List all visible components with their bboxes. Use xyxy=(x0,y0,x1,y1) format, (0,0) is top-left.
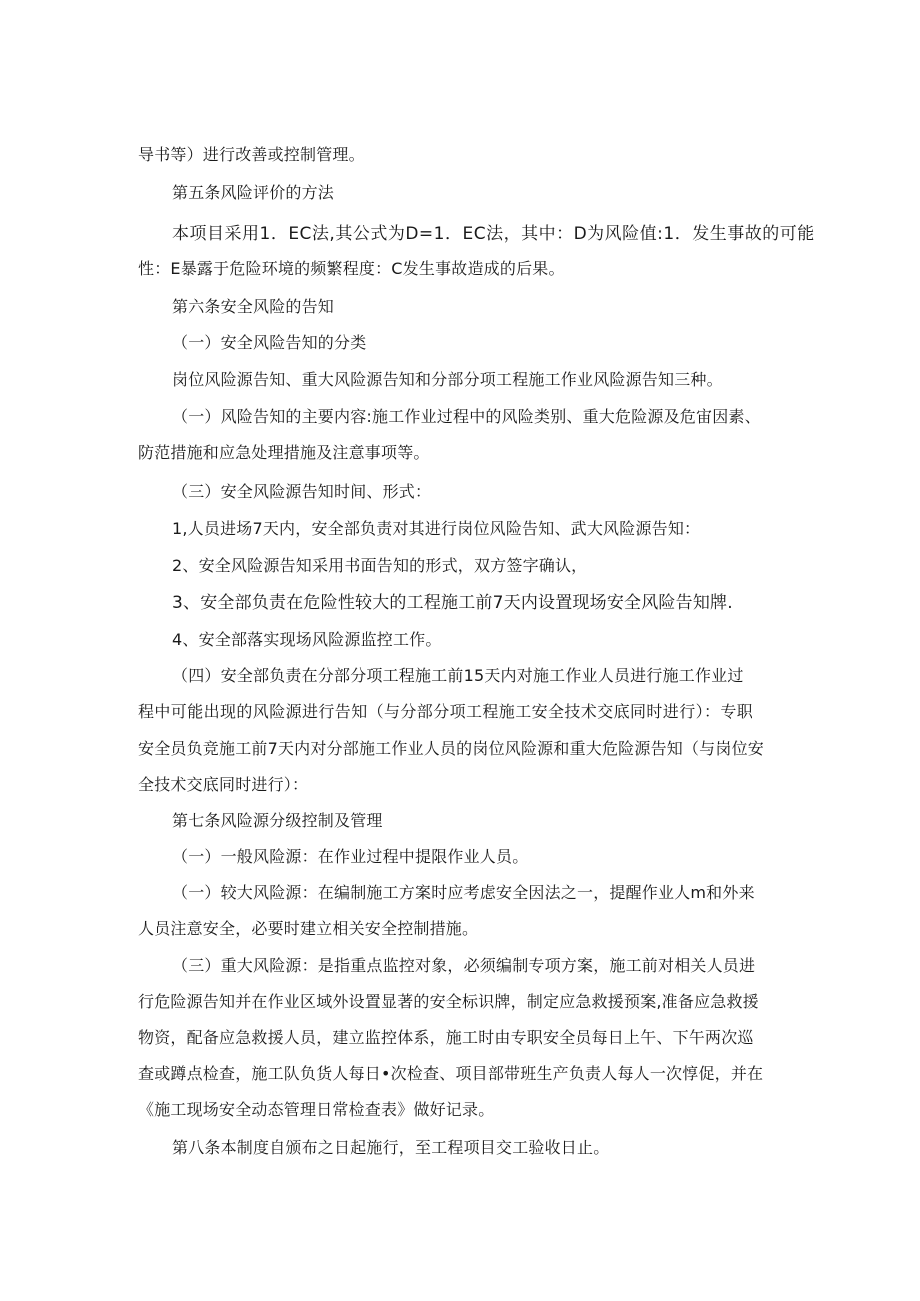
text-line: 安全员负竞施工前7天内对分部施工作业人员的岗位风险源和重大危险源告知（与岗位安 xyxy=(138,739,764,758)
text-line: （四）安全部负责在分部分项工程施工前15天内对施工作业人员进行施工作业过 xyxy=(172,666,744,685)
text-line: 全技术交底同时进行）： xyxy=(138,775,309,794)
text-line: 人员注意安全，必要时建立相关安全控制措施。 xyxy=(138,919,479,938)
text-line: 程中可能出现的风险源进行告知（与分部分项工程施工安全技术交底同时进行）：专职 xyxy=(138,702,754,721)
section-heading: 第八条本制度自颁布之日起施行，至工程项目交工验收日止。 xyxy=(172,1138,610,1157)
section-heading: 第五条风险评价的方法 xyxy=(172,183,335,202)
text-line: 导书等）进行改善或控制管理。 xyxy=(138,145,365,164)
text-line: 《施工现场安全动态管理日常检查表》做好记录。 xyxy=(138,1100,495,1119)
text-line: （一）安全风险告知的分类 xyxy=(172,333,367,352)
text-line: （一）较大风险源：在编制施工方案时应考虑安全因法之一，提醒作业人m和外来 xyxy=(172,883,755,902)
section-heading: 第七条风险源分级控制及管理 xyxy=(172,811,383,830)
text-line: 岗位风险源告知、重大风险源告知和分部分项工程施工作业风险源告知三种。 xyxy=(172,370,723,389)
text-line: （三）重大风险源：是指重点监控对象，必须编制专项方案，施工前对相关人员进 xyxy=(172,956,756,975)
text-line: （一）风险告知的主要内容:施工作业过程中的风险类别、重大危险源及危宙因素、 xyxy=(172,407,761,426)
text-line: 1,人员进场7天内，安全部负责对其进行岗位风险告知、武大风险源告知： xyxy=(172,519,701,538)
text-line: 行危险源告知并在作业区域外设置显著的安全标识牌，制定应急救援预案,准备应急救援 xyxy=(138,992,759,1011)
text-line: 2、安全风险源告知采用书面告知的形式，双方签字确认， xyxy=(172,556,588,575)
text-line: 3、安全部负责在危险性较大的工程施工前7天内设置现场安全风险告知牌. xyxy=(172,593,733,613)
section-heading: 第六条安全风险的告知 xyxy=(172,297,335,316)
text-line: 防范措施和应急处理措施及注意事项等。 xyxy=(138,443,430,462)
text-line: （三）安全风险源告知时间、形式： xyxy=(172,482,432,501)
text-line: 性：E暴露于危险环境的频繁程度：C发生事故造成的后果。 xyxy=(138,259,565,278)
text-line: 物资，配备应急救援人员，建立监控体系，施工时由专职安全员每日上午、下午两次巡 xyxy=(138,1028,754,1047)
text-line: 查或蹲点检查，施工队负货人每日•次检查、项目部带班生产负责人每人一次惇促，并在 xyxy=(138,1064,764,1083)
text-line: （一）一般风险源：在作业过程中提限作业人员。 xyxy=(172,847,529,866)
text-line: 本项目采用1．EC法,其公式为D=1．EC法，其中：D为风险值:1．发生事故的可能 xyxy=(172,224,815,244)
text-line: 4、安全部落实现场风险源监控工作。 xyxy=(172,630,442,649)
